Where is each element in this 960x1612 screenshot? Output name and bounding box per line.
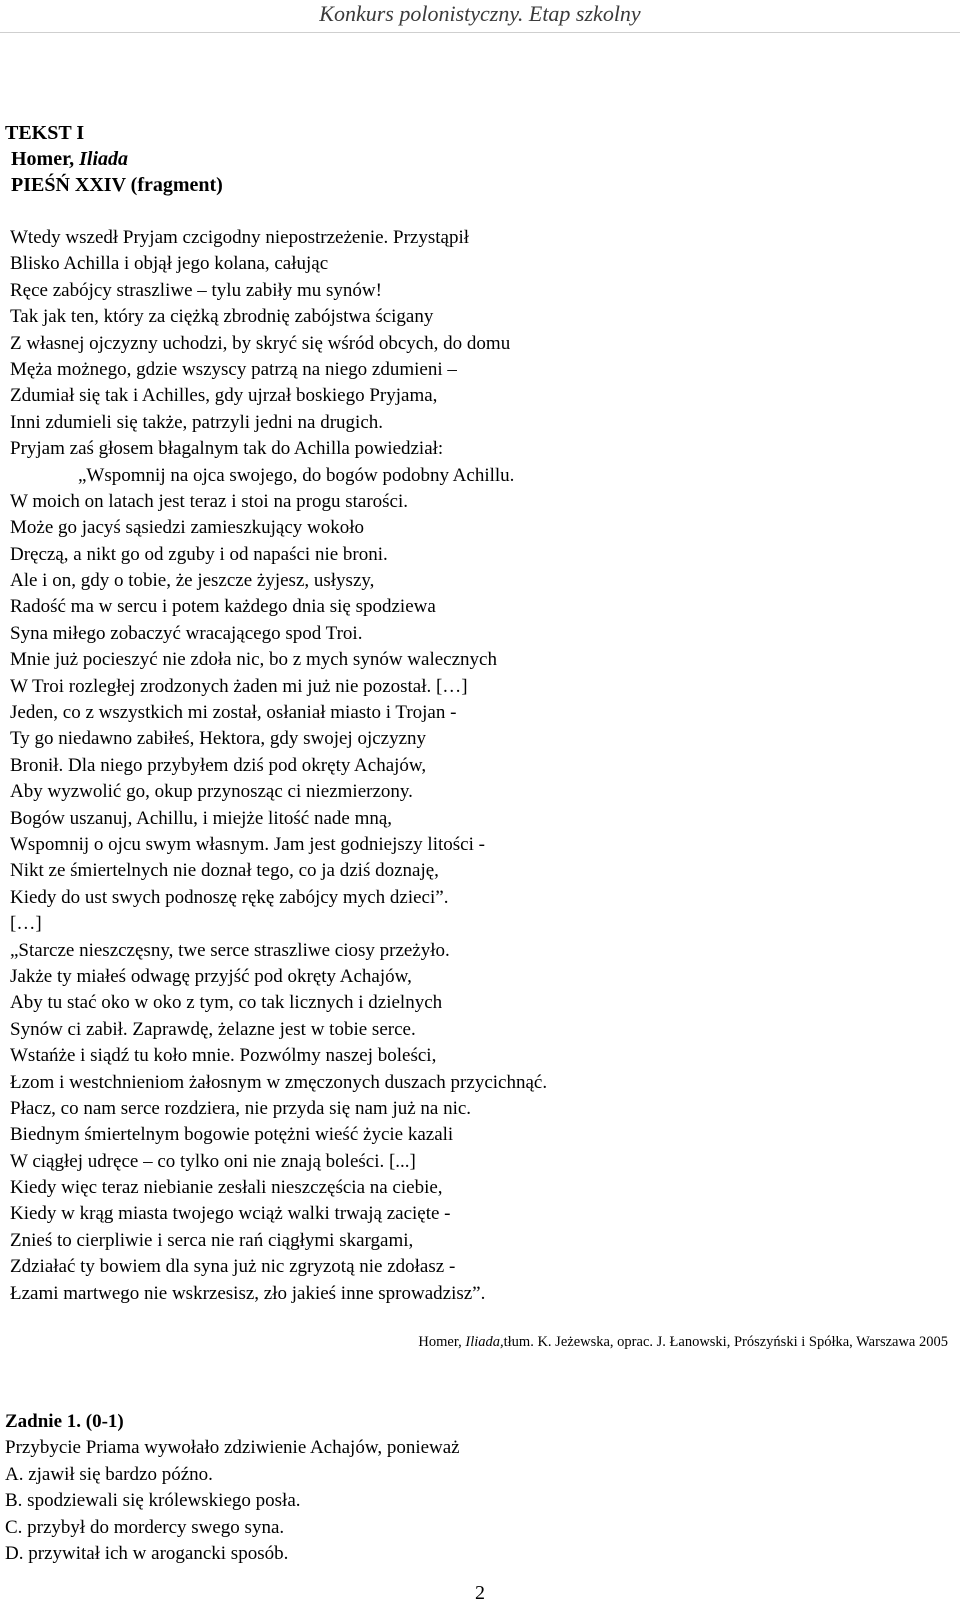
header-divider [0, 32, 960, 33]
poem-line: Jakże ty miałeś odwagę przyjść pod okręty Achajów, [10, 965, 412, 987]
poem-line: Płacz, co nam serce rozdziera, nie przyda się nam już na nic. [10, 1097, 472, 1119]
poem-line: Aby wyzwolić go, okup przynosząc ci niezmierzony. [10, 781, 413, 803]
poem-line: „Wspomnij na ojca swojego, do bogów podobny Achillu. [78, 464, 515, 486]
poem-line: Ale i on, gdy o tobie, że jeszcze żyjesz, usłyszy, [10, 570, 375, 592]
poem-line: […] [10, 913, 42, 935]
poem-line: Dręczą, a nikt go od zguby i od napaści nie broni. [10, 543, 388, 565]
page-header [0, 0, 960, 34]
poem-line: Jeden, co z wszystkich mi został, osłaniał miasto i Trojan - [10, 702, 457, 724]
work-title: Iliada [79, 148, 129, 170]
poem-line: Łzami martwego nie wskrzesisz, zło jakieś inne sprowadzisz”. [10, 1282, 486, 1304]
source-work: Iliada, [465, 1334, 504, 1350]
poem-line: Kiedy więc teraz niebianie zesłali nieszczęścia na ciebie, [10, 1177, 443, 1199]
poem-line: Kiedy w krąg miasta twojego wciąż walki trwają zacięte - [10, 1203, 451, 1225]
page-number: 2 [475, 1582, 485, 1604]
poem-line: Biednym śmiertelnym bogowie potężni wieść życie kazali [10, 1124, 454, 1146]
poem-line: Znieś to cierpliwie i serca nie rań ciągłymi skargami, [10, 1229, 414, 1251]
author-work-line [5, 146, 223, 172]
poem-line: Może go jacyś sąsiedzi zamieszkujący wokoło [10, 517, 365, 539]
poem-line: Zdziałać ty bowiem dla syna już nic zgryzotą nie zdołasz - [10, 1256, 456, 1278]
poem-line: W moich on latach jest teraz i stoi na progu starości. [10, 490, 409, 512]
poem-line: Aby tu stać oko w oko z tym, co tak licznych i dzielnych [10, 992, 443, 1014]
section-title: PIEŚŃ XXIV (fragment) [11, 174, 223, 196]
source-details: tłum. K. Jeżewska, oprac. J. Łanowski, Prószyński i Spółka, Warszawa 2005 [503, 1334, 948, 1350]
poem-line: Bogów uszanuj, Achillu, i miejże litość nade mną, [10, 807, 393, 829]
poem-line: Kiedy do ust swych podnoszę rękę zabójcy mych dzieci”. [10, 886, 449, 908]
answer-option-a: A. zjawił się bardzo późno. [5, 1463, 213, 1485]
poem-line: W Troi rozległej zrodzonych żaden mi już nie pozostał. […] [10, 675, 468, 697]
answer-option-c: C. przybył do mordercy swego syna. [5, 1516, 285, 1538]
answer-option-b: B. spodziewali się królewskiego posła. [5, 1490, 301, 1512]
poem-line: Blisko Achilla i objął jego kolana, całując [10, 253, 329, 275]
poem-line: Wtedy wszedł Pryjam czcigodny niepostrzeżenie. Przystąpił [10, 227, 470, 248]
text-title-block [5, 120, 223, 198]
author-name: Homer, [11, 148, 75, 170]
task-question: Przybycie Priama wywołało zdziwienie Achajów, ponieważ [5, 1437, 460, 1459]
source-citation [418, 1332, 948, 1352]
source-author: Homer, [418, 1334, 462, 1350]
poem-line: Synów ci zabił. Zaprawdę, żelazne jest w tobie serce. [10, 1018, 416, 1040]
poem-line: Inni zdumieli się także, patrzyli jedni na drugich. [10, 411, 384, 433]
poem-line: Z własnej ojczyzny uchodzi, by skryć się wśród obcych, do domu [10, 332, 511, 354]
poem-line: Mnie już pocieszyć nie zdoła nic, bo z mych synów walecznych [10, 649, 497, 671]
poem-line: Syna miłego zobaczyć wracającego spod Troi. [10, 622, 363, 644]
task-block [5, 1409, 460, 1567]
task-title: Zadnie 1. (0-1) [5, 1411, 124, 1432]
text-label: TEKST I [5, 122, 85, 144]
poem-text [10, 225, 940, 1307]
poem-line: Ręce zabójcy straszliwe – tylu zabiły mu synów! [10, 279, 382, 301]
poem-line: Tak jak ten, który za ciężką zbrodnię zabójstwa ścigany [10, 306, 434, 328]
poem-line: Ty go niedawno zabiłeś, Hektora, gdy swojej ojczyzny [10, 728, 427, 750]
poem-line: Nikt ze śmiertelnych nie doznał tego, co ja dziś doznaję, [10, 860, 439, 882]
poem-line: Łzom i westchnieniom żałosnym w zmęczonych duszach przycichnąć. [10, 1071, 548, 1093]
header-title: Konkurs polonistyczny. Etap szkolny [319, 1, 641, 26]
poem-line: W ciągłej udręce – co tylko oni nie znają boleści. [...] [10, 1150, 416, 1172]
poem-line: Radość ma w sercu i potem każdego dnia się spodziewa [10, 596, 436, 618]
poem-line: Wstańże i siądź tu koło mnie. Pozwólmy naszej boleści, [10, 1045, 437, 1067]
poem-line: Zdumiał się tak i Achilles, gdy ujrzał boskiego Pryjama, [10, 385, 438, 407]
poem-line: „Starcze nieszczęsny, twe serce straszliwe ciosy przeżyło. [10, 939, 450, 961]
answer-option-d: D. przywitał ich w arogancki sposób. [5, 1543, 289, 1565]
poem-line: Wspomnij o ojcu swym własnym. Jam jest godniejszy litości - [10, 833, 485, 855]
poem-line: Pryjam zaś głosem błagalnym tak do Achilla powiedział: [10, 438, 444, 460]
poem-line: Bronił. Dla niego przybyłem dziś pod okręty Achajów, [10, 754, 427, 776]
poem-line: Męża możnego, gdzie wszyscy patrzą na niego zdumieni – [10, 358, 457, 380]
